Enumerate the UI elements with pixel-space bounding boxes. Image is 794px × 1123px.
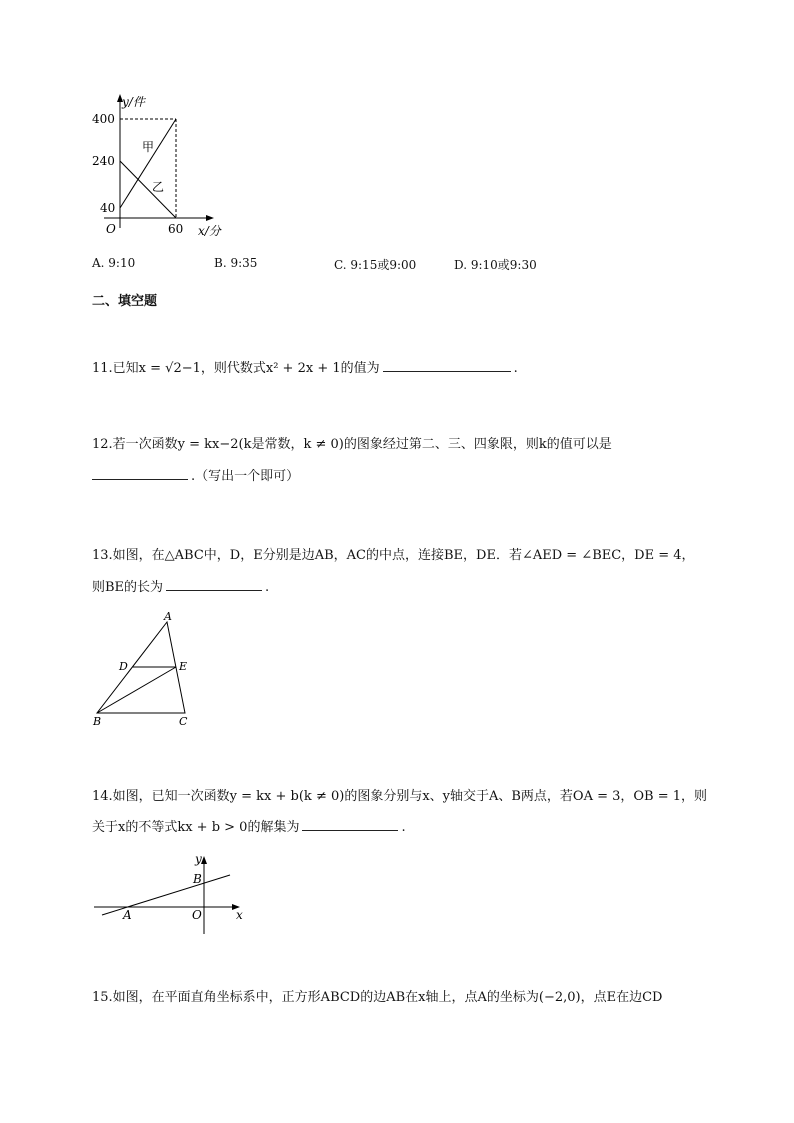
label-a: A	[164, 610, 172, 623]
origin-label: O	[106, 222, 116, 236]
q12-end: .（写出一个即可）	[191, 469, 300, 484]
option-c[interactable]: C. 9:15或9:00	[334, 258, 417, 272]
label-d: D	[119, 660, 128, 673]
label-e: E	[179, 660, 188, 673]
q14-answer-blank[interactable]	[302, 816, 398, 831]
tick-60: 60	[168, 222, 184, 236]
option-b[interactable]: B. 9:35	[214, 256, 258, 270]
question-13-line1: 13.如图，在△ABC中，D，E分别是边AB，AC的中点，连接BE，DE．若∠AED = ∠BEC，DE = 4，	[92, 548, 695, 563]
section-title: 二、填空题	[92, 294, 158, 309]
q13-text: 则BE的长为	[92, 580, 164, 595]
triangle-figure	[88, 610, 208, 730]
x-axis-arrow	[206, 215, 214, 221]
segment-be	[97, 667, 176, 713]
question-12-line2	[92, 465, 299, 487]
question-11	[92, 357, 518, 379]
question-15: 15.如图，在平面直角坐标系中，正方形ABCD的边AB在x轴上，点A的坐标为(−2,0)，点E在边CD	[92, 990, 663, 1005]
linear-function-graph	[90, 850, 255, 940]
q11-answer-blank[interactable]	[383, 357, 511, 372]
label-x: x	[236, 908, 243, 922]
jia-yi-graph	[84, 88, 254, 248]
label-b: B	[93, 715, 102, 728]
label-a: A	[123, 908, 132, 922]
q12-answer-blank[interactable]	[92, 465, 188, 480]
x-axis-label: x/分	[198, 224, 221, 238]
question-13-line2	[92, 576, 269, 598]
q11-end: .	[513, 361, 518, 376]
y-axis-label: y/件	[122, 95, 145, 109]
label-y: y	[195, 852, 202, 866]
line-yi	[120, 161, 176, 218]
y-axis-arrow	[201, 856, 207, 864]
q11-text: 11.已知x = √2−1，则代数式x² + 2x + 1的值为	[92, 361, 380, 376]
function-line	[102, 875, 230, 915]
option-d[interactable]: D. 9:10或9:30	[454, 258, 537, 272]
question-14-line1: 14.如图，已知一次函数y = kx + b(k ≠ 0)的图象分别与x、y轴交于A、B两点，若OA = 3，OB = 1，则	[92, 789, 708, 804]
tick-400: 400	[92, 112, 115, 126]
label-yi: 乙	[152, 180, 165, 194]
tick-40: 40	[100, 201, 116, 215]
question-14-line2	[92, 816, 406, 838]
line-jia	[120, 119, 176, 208]
question-12-line1: 12.若一次函数y = kx−2(k是常数，k ≠ 0)的图象经过第二、三、四象限，则k的值可以是	[92, 437, 612, 452]
label-jia: 甲	[142, 140, 155, 154]
q13-end: .	[265, 580, 270, 595]
label-c: C	[179, 715, 188, 728]
q13-answer-blank[interactable]	[166, 576, 262, 591]
q14-end: .	[401, 820, 406, 835]
option-a[interactable]: A. 9:10	[92, 256, 136, 270]
q14-text: 关于x的不等式kx + b > 0的解集为	[92, 820, 300, 835]
label-o: O	[192, 908, 202, 922]
label-b: B	[193, 872, 202, 886]
tick-240: 240	[92, 154, 115, 168]
